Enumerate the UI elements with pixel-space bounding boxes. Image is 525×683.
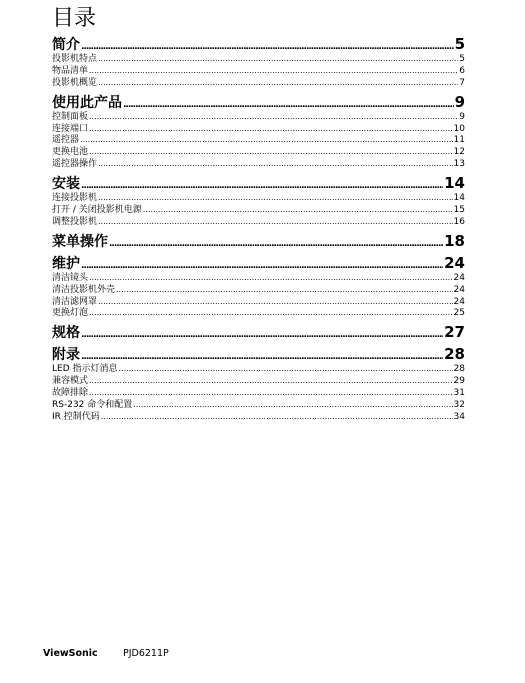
toc-entry-page: 14 bbox=[453, 193, 465, 204]
toc-leader bbox=[101, 411, 453, 423]
toc-leader bbox=[89, 65, 458, 77]
toc-leader bbox=[116, 284, 453, 296]
toc-entry-label: 兼容模式 bbox=[52, 376, 89, 387]
toc-section-heading[interactable] bbox=[52, 344, 465, 363]
toc-entry-label: 投影机概览 bbox=[52, 77, 98, 88]
toc-entry-page: 9 bbox=[459, 111, 465, 122]
toc-section bbox=[52, 92, 465, 170]
toc-leader bbox=[80, 134, 453, 146]
toc-leader bbox=[133, 399, 452, 411]
toc-entry[interactable] bbox=[52, 296, 465, 308]
toc-entry-label: IR 控制代码 bbox=[52, 411, 100, 422]
toc-entry[interactable] bbox=[52, 284, 465, 296]
toc-section-page: 14 bbox=[444, 174, 465, 193]
toc-leader bbox=[119, 363, 453, 375]
toc-entry[interactable] bbox=[52, 53, 465, 65]
toc-entry-page: 13 bbox=[453, 159, 465, 170]
toc-section-page: 24 bbox=[444, 253, 465, 272]
toc-leader bbox=[81, 352, 443, 362]
toc-entry-page: 25 bbox=[453, 308, 465, 319]
footer-model: PJD6211P bbox=[123, 648, 169, 659]
toc-entry-page: 29 bbox=[453, 376, 465, 387]
toc-entry-label: 清洁镜头 bbox=[52, 272, 89, 283]
toc-section-page: 27 bbox=[444, 323, 465, 342]
toc-leader bbox=[89, 272, 453, 284]
toc-entry-label: 遥控器 bbox=[52, 135, 80, 146]
toc-section bbox=[52, 253, 465, 320]
toc-leader bbox=[98, 77, 458, 89]
toc-section-heading[interactable] bbox=[52, 173, 465, 192]
toc-entry-page: 31 bbox=[453, 388, 465, 399]
toc-leader bbox=[89, 307, 453, 319]
footer-brand: ViewSonic bbox=[43, 648, 98, 659]
toc-entry[interactable] bbox=[52, 363, 465, 375]
toc-entry-page: 10 bbox=[453, 123, 465, 134]
toc-entry-label: 物品清单 bbox=[52, 65, 89, 76]
toc-entry-page: 5 bbox=[459, 54, 465, 64]
toc-entry[interactable] bbox=[52, 158, 465, 170]
toc-entry[interactable] bbox=[52, 307, 465, 319]
toc-entry-page: 6 bbox=[459, 65, 465, 76]
toc-entry[interactable] bbox=[52, 65, 465, 77]
toc-entry-label: 打开 / 关闭投影机电源 bbox=[52, 205, 142, 216]
toc-entry[interactable] bbox=[52, 375, 465, 387]
toc-section-title: 安装 bbox=[52, 176, 80, 193]
toc-section bbox=[52, 231, 465, 250]
toc-entry[interactable] bbox=[52, 399, 465, 411]
toc-section bbox=[52, 322, 465, 341]
toc-section-title: 规格 bbox=[52, 325, 80, 342]
toc-section-heading[interactable] bbox=[52, 92, 465, 111]
toc-leader bbox=[123, 100, 454, 110]
toc-leader bbox=[109, 239, 443, 249]
toc-section bbox=[52, 34, 465, 89]
toc-entry[interactable] bbox=[52, 77, 465, 89]
toc-entry-page: 24 bbox=[453, 296, 465, 307]
toc-entry-label: 更换电池 bbox=[52, 147, 89, 158]
toc-entry[interactable] bbox=[52, 134, 465, 146]
toc-entry-label: LED 指示灯消息 bbox=[52, 364, 118, 375]
toc-section-title: 附录 bbox=[52, 347, 80, 364]
toc-leader bbox=[89, 387, 453, 399]
toc-entry-label: 投影机特点 bbox=[52, 54, 98, 64]
toc-entry[interactable] bbox=[52, 272, 465, 284]
toc-leader bbox=[143, 204, 453, 216]
toc-entry-label: 连接投影机 bbox=[52, 193, 98, 204]
toc-entry[interactable] bbox=[52, 411, 465, 423]
toc-entry-label: 调整投影机 bbox=[52, 216, 98, 227]
toc-section-page: 5 bbox=[454, 35, 465, 53]
toc-leader bbox=[81, 330, 443, 340]
toc-entry-page: 11 bbox=[453, 135, 465, 146]
toc-section-page: 28 bbox=[444, 345, 465, 364]
toc-section-heading[interactable] bbox=[52, 231, 465, 250]
toc-entry-label: 故障排除 bbox=[52, 388, 89, 399]
toc-entry-label: 清洁滤网罩 bbox=[52, 296, 98, 307]
toc-section-title: 维护 bbox=[52, 255, 80, 272]
toc-entry-page: 7 bbox=[459, 77, 465, 88]
toc-entry-page: 24 bbox=[453, 284, 465, 295]
toc-leader bbox=[81, 181, 443, 191]
toc-entry-page: 32 bbox=[453, 400, 465, 411]
toc-leader bbox=[81, 42, 454, 52]
toc-leader bbox=[98, 158, 453, 170]
toc-section-heading[interactable] bbox=[52, 34, 465, 53]
toc-entry-page: 28 bbox=[453, 364, 465, 375]
toc-entry-label: 遥控器操作 bbox=[52, 159, 98, 170]
toc-section-page: 18 bbox=[444, 231, 465, 250]
toc-entry[interactable] bbox=[52, 192, 465, 204]
toc-entry[interactable] bbox=[52, 387, 465, 399]
toc-leader bbox=[81, 261, 443, 271]
toc-entry[interactable] bbox=[52, 216, 465, 228]
toc-entry[interactable] bbox=[52, 123, 465, 135]
toc-section-page: 9 bbox=[454, 92, 465, 111]
toc-entry-label: 控制面板 bbox=[52, 111, 89, 122]
toc-leader bbox=[89, 123, 453, 135]
toc-entry[interactable] bbox=[52, 111, 465, 123]
toc-leader bbox=[98, 296, 453, 308]
table-of-contents bbox=[52, 34, 465, 426]
toc-section-title: 简介 bbox=[52, 37, 80, 53]
toc-leader bbox=[98, 192, 453, 204]
toc-entry-label: 清洁投影机外壳 bbox=[52, 284, 116, 295]
toc-entry-label: 连接端口 bbox=[52, 123, 89, 134]
toc-entry[interactable] bbox=[52, 146, 465, 158]
toc-entry-page: 15 bbox=[453, 205, 465, 216]
toc-entry-page: 34 bbox=[453, 411, 465, 422]
page-title: 目录 bbox=[52, 6, 97, 31]
toc-entry-label: RS-232 命令和配置 bbox=[52, 400, 133, 411]
toc-section-title: 使用此产品 bbox=[52, 94, 122, 111]
toc-leader bbox=[98, 216, 453, 228]
toc-entry-page: 24 bbox=[453, 272, 465, 283]
toc-section bbox=[52, 344, 465, 422]
toc-section-title: 菜单操作 bbox=[52, 233, 108, 250]
toc-section-heading[interactable] bbox=[52, 322, 465, 341]
toc-entry-page: 12 bbox=[453, 147, 465, 158]
toc-leader bbox=[98, 53, 458, 65]
toc-section bbox=[52, 173, 465, 228]
toc-entry[interactable] bbox=[52, 204, 465, 216]
toc-leader bbox=[89, 375, 453, 387]
toc-leader bbox=[89, 111, 458, 123]
toc-entry-label: 更换灯泡 bbox=[52, 308, 89, 319]
toc-entry-page: 16 bbox=[453, 216, 465, 227]
toc-section-heading[interactable] bbox=[52, 253, 465, 272]
toc-leader bbox=[89, 146, 453, 158]
